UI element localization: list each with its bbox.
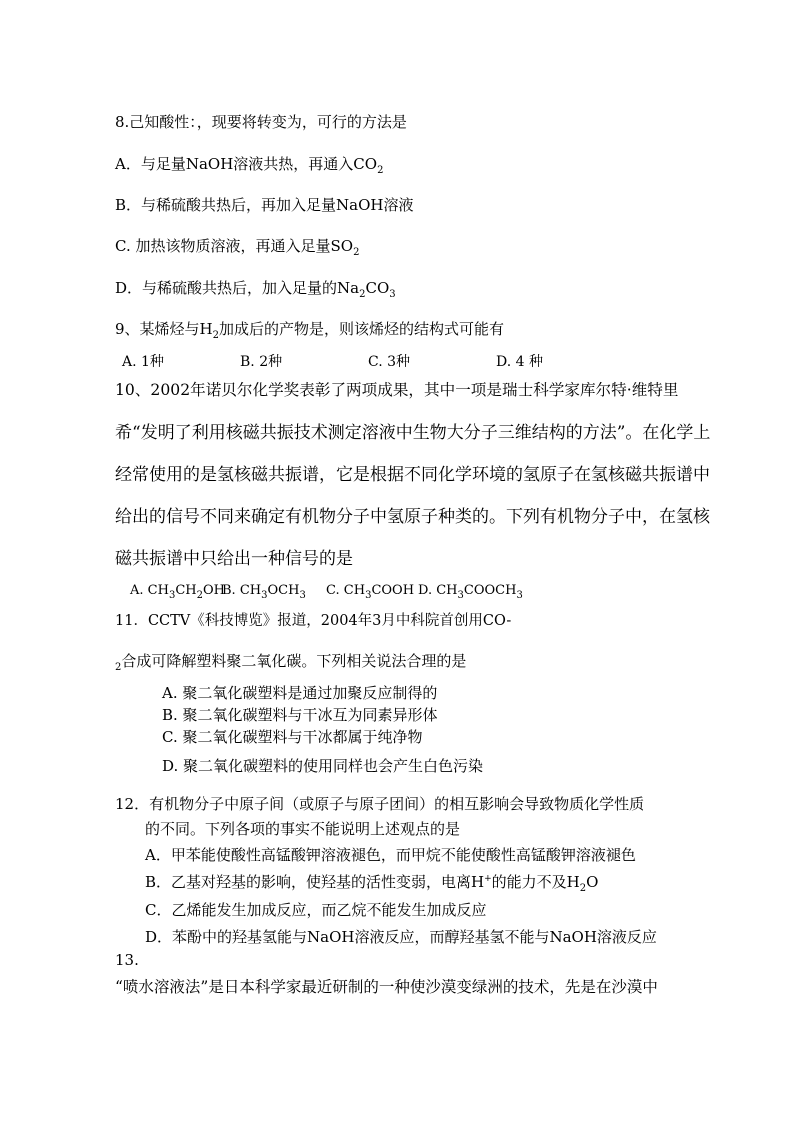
q9-option-b: B. 2种 — [240, 354, 283, 370]
q12-option-c: C．乙烯能发生加成反应，而乙烷不能发生加成反应 — [145, 901, 487, 919]
q10-option-c: C. $CH_3COOH$ — [326, 583, 415, 601]
q12-line-1: 12．有机物分子中原子间（或原子与原子团间）的相互影响会导致物质化学性质 — [115, 795, 645, 813]
q10-line-5: 磁共振谱中只给出一种信号的是 — [115, 549, 353, 569]
q11-line-2: $_2$合成可降解塑料聚二氧化碳。下列相关说法合理的是 — [115, 652, 467, 673]
q13-number: 13. — [115, 951, 139, 969]
q10-line-4: 给出的信号不同来确定有机物分子中氢原子种类的。下列有机物分子中，在氢核 — [115, 507, 710, 527]
q8-option-d: D．与稀硫酸共热后，加入足量的$Na_2CO_3$ — [115, 279, 396, 300]
q11-option-a: A. 聚二氧化碳塑料是通过加聚反应制得的 — [162, 684, 438, 702]
q10-line-1: 10、2002年诺贝尔化学奖表彰了两项成果，其中一项是瑞士科学家库尔特·维特里 — [115, 381, 679, 399]
q12-line-2: 的不同。下列各项的事实不能说明上述观点的是 — [145, 820, 461, 838]
q10-line-3: 经常使用的是氢核磁共振谱，它是根据不同化学环境的氢原子在氢核磁共振谱中 — [115, 465, 710, 485]
q8-option-b: B．与稀硫酸共热后，再加入足量NaOH溶液 — [115, 196, 414, 214]
q8-stem: 8.己知酸性：，现要将转变为，可行的方法是 — [115, 113, 407, 131]
q11-option-c: C. 聚二氧化碳塑料与干冰都属于纯净物 — [162, 728, 423, 746]
q9-option-c: C. 3种 — [368, 354, 411, 370]
q10-options — [130, 584, 523, 601]
q10-option-a: A. $CH_3CH_2OH$ — [130, 583, 226, 601]
q11-option-d: D. 聚二氧化碳塑料的使用同样也会产生白色污染 — [162, 757, 484, 775]
q13-line-1: “喷水溶液法”是日本科学家最近研制的一种使沙漠变绿洲的技术，先是在沙漠中 — [115, 978, 658, 996]
q10-option-d: D. $CH_3COOCH_3$ — [418, 583, 523, 601]
q9-option-d: D. 4 种 — [496, 354, 543, 370]
q12-option-a: A．甲苯能使酸性高锰酸钾溶液褪色，而甲烷不能使酸性高锰酸钾溶液褪色 — [145, 846, 636, 864]
q8-option-c: C. 加热该物质溶液，再通入足量$SO_2$ — [115, 237, 360, 258]
q11-option-b: B. 聚二氧化碳塑料与干冰互为同素异形体 — [162, 706, 438, 724]
q12-option-b: B．乙基对羟基的影响，使羟基的活性变弱，电离H+的能力不及$H_2O$ — [145, 873, 599, 894]
q10-line-2: 希“发明了利用核磁共振技术测定溶液中生物大分子三维结构的方法”。在化学上 — [115, 423, 711, 443]
q12-option-d: D．苯酚中的羟基氢能与NaOH溶液反应，而醇羟基氢不能与NaOH溶液反应 — [145, 928, 657, 946]
q9-option-a: A. 1种 — [122, 354, 164, 370]
q11-line-1: 11．CCTV《科技博览》报道，2004年3月中科院首创用CO- — [115, 613, 512, 629]
q8-option-a: A．与足量NaOH溶液共热，再通入$CO_2$ — [115, 155, 384, 176]
q10-option-b: B. $CH_3OCH_3$ — [222, 583, 306, 601]
q9-stem: 9、某烯烃与$H_2$加成后的产物是，则该烯烃的结构式可能有 — [115, 320, 505, 341]
q9-options — [122, 355, 543, 369]
